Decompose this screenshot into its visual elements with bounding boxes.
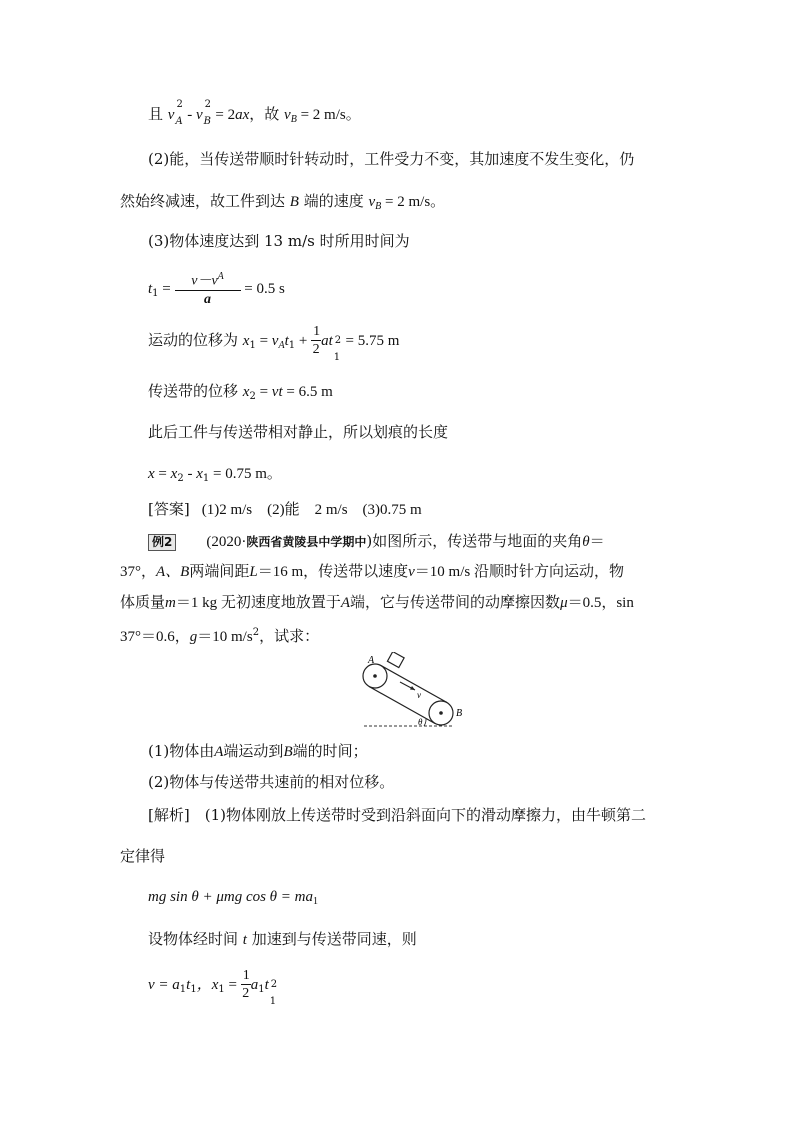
solution-line-3: 然始终减速，故工件到达 B 端的速度 $v_B = 2$ m/s。	[120, 192, 446, 212]
label-v: v	[417, 690, 421, 700]
example-line-4: 37°＝0.6，g＝10 $m/s^2$，试求：	[120, 627, 320, 645]
fraction-half-2: $\frac{1}{2}$	[242, 967, 250, 1001]
answer-tag: [答案]	[148, 500, 190, 518]
conveyor-belt-diagram	[360, 652, 470, 732]
equation-x: $x = x_2 - x_1 = 0.75$ m。	[148, 466, 282, 484]
belt-top	[381, 666, 447, 703]
fraction-v-minus-vA-over-a: $\frac{v-v^A}{a}$	[175, 269, 241, 309]
example-line-1: 例2 (2020·陕西省黄陵县中学期中)如图所示，传送带与地面的夹角θ＝	[148, 531, 605, 552]
solution-line-2: (2)能，当传送带顺时针转动时，工件受力不变，其加速度不发生变化，仍	[148, 150, 635, 168]
label-B: B	[456, 708, 463, 719]
solution-line-1: 且 v 2 A - v 2 B = 2ax，故 $v_B = 2$ m/s。	[148, 99, 361, 127]
equation-x1: 运动的位移为 $x_1 = v_At_1$ + $\frac{1}{2}$ at 2 1 = 5.75 m	[148, 323, 400, 363]
question-1: (1)物体由A端运动到B端的时间；	[148, 742, 368, 760]
example-source: 陕西省黄陵县中学期中	[246, 535, 367, 549]
analysis-line-4: 设物体经时间 t 加速到与传送带同速，则	[148, 930, 417, 948]
example-line-3: 体质量m＝1 kg 无初速度地放置于A端，它与传送带间的动摩擦因数μ＝0.5，sin	[120, 593, 634, 611]
equation-x2: 传送带的位移 $x_2$ = vt = 6.5 m	[148, 382, 333, 402]
example-line-2: 37°，A、B两端间距L＝16 m，传送带以速度v＝10 m/s 沿顺时针方向运动，物	[120, 562, 624, 580]
equation-newton: mg sin θ + μmg $\cos \theta = ma_1$	[148, 889, 319, 907]
solution-line-4: (3)物体速度达到 13 m/s 时所用时间为	[148, 232, 410, 250]
example-tag: 例2	[148, 534, 176, 551]
answer-line: [答案] (1)2 m/s (2)能 2 m/s (3)0.75 m	[148, 500, 422, 518]
block	[387, 652, 404, 668]
analysis-line-1: [解析] (1)物体刚放上传送带时受到沿斜面向下的滑动摩擦力，由牛顿第二	[148, 806, 646, 824]
fraction-half: $\frac{1}{2}$	[312, 323, 321, 357]
equation-t1: $t_1$ = $\frac{v-v^A}{a}$ = 0.5 s	[148, 271, 285, 307]
label-A: A	[368, 655, 375, 666]
label-theta: θ	[418, 717, 423, 727]
belt-bottom	[369, 687, 435, 724]
solution-line-8: 此后工件与传送带相对静止，所以划痕的长度	[148, 423, 449, 441]
question-2: (2)物体与传送带共速前的相对位移。	[148, 773, 395, 791]
analysis-line-2: 定律得	[120, 847, 166, 865]
analysis-tag: [解析]	[148, 806, 190, 824]
equation-last: $v = a_1t_1$，$x_1$ = $\frac{1}{2}$ $a_1t$ 2 1	[148, 967, 278, 1007]
